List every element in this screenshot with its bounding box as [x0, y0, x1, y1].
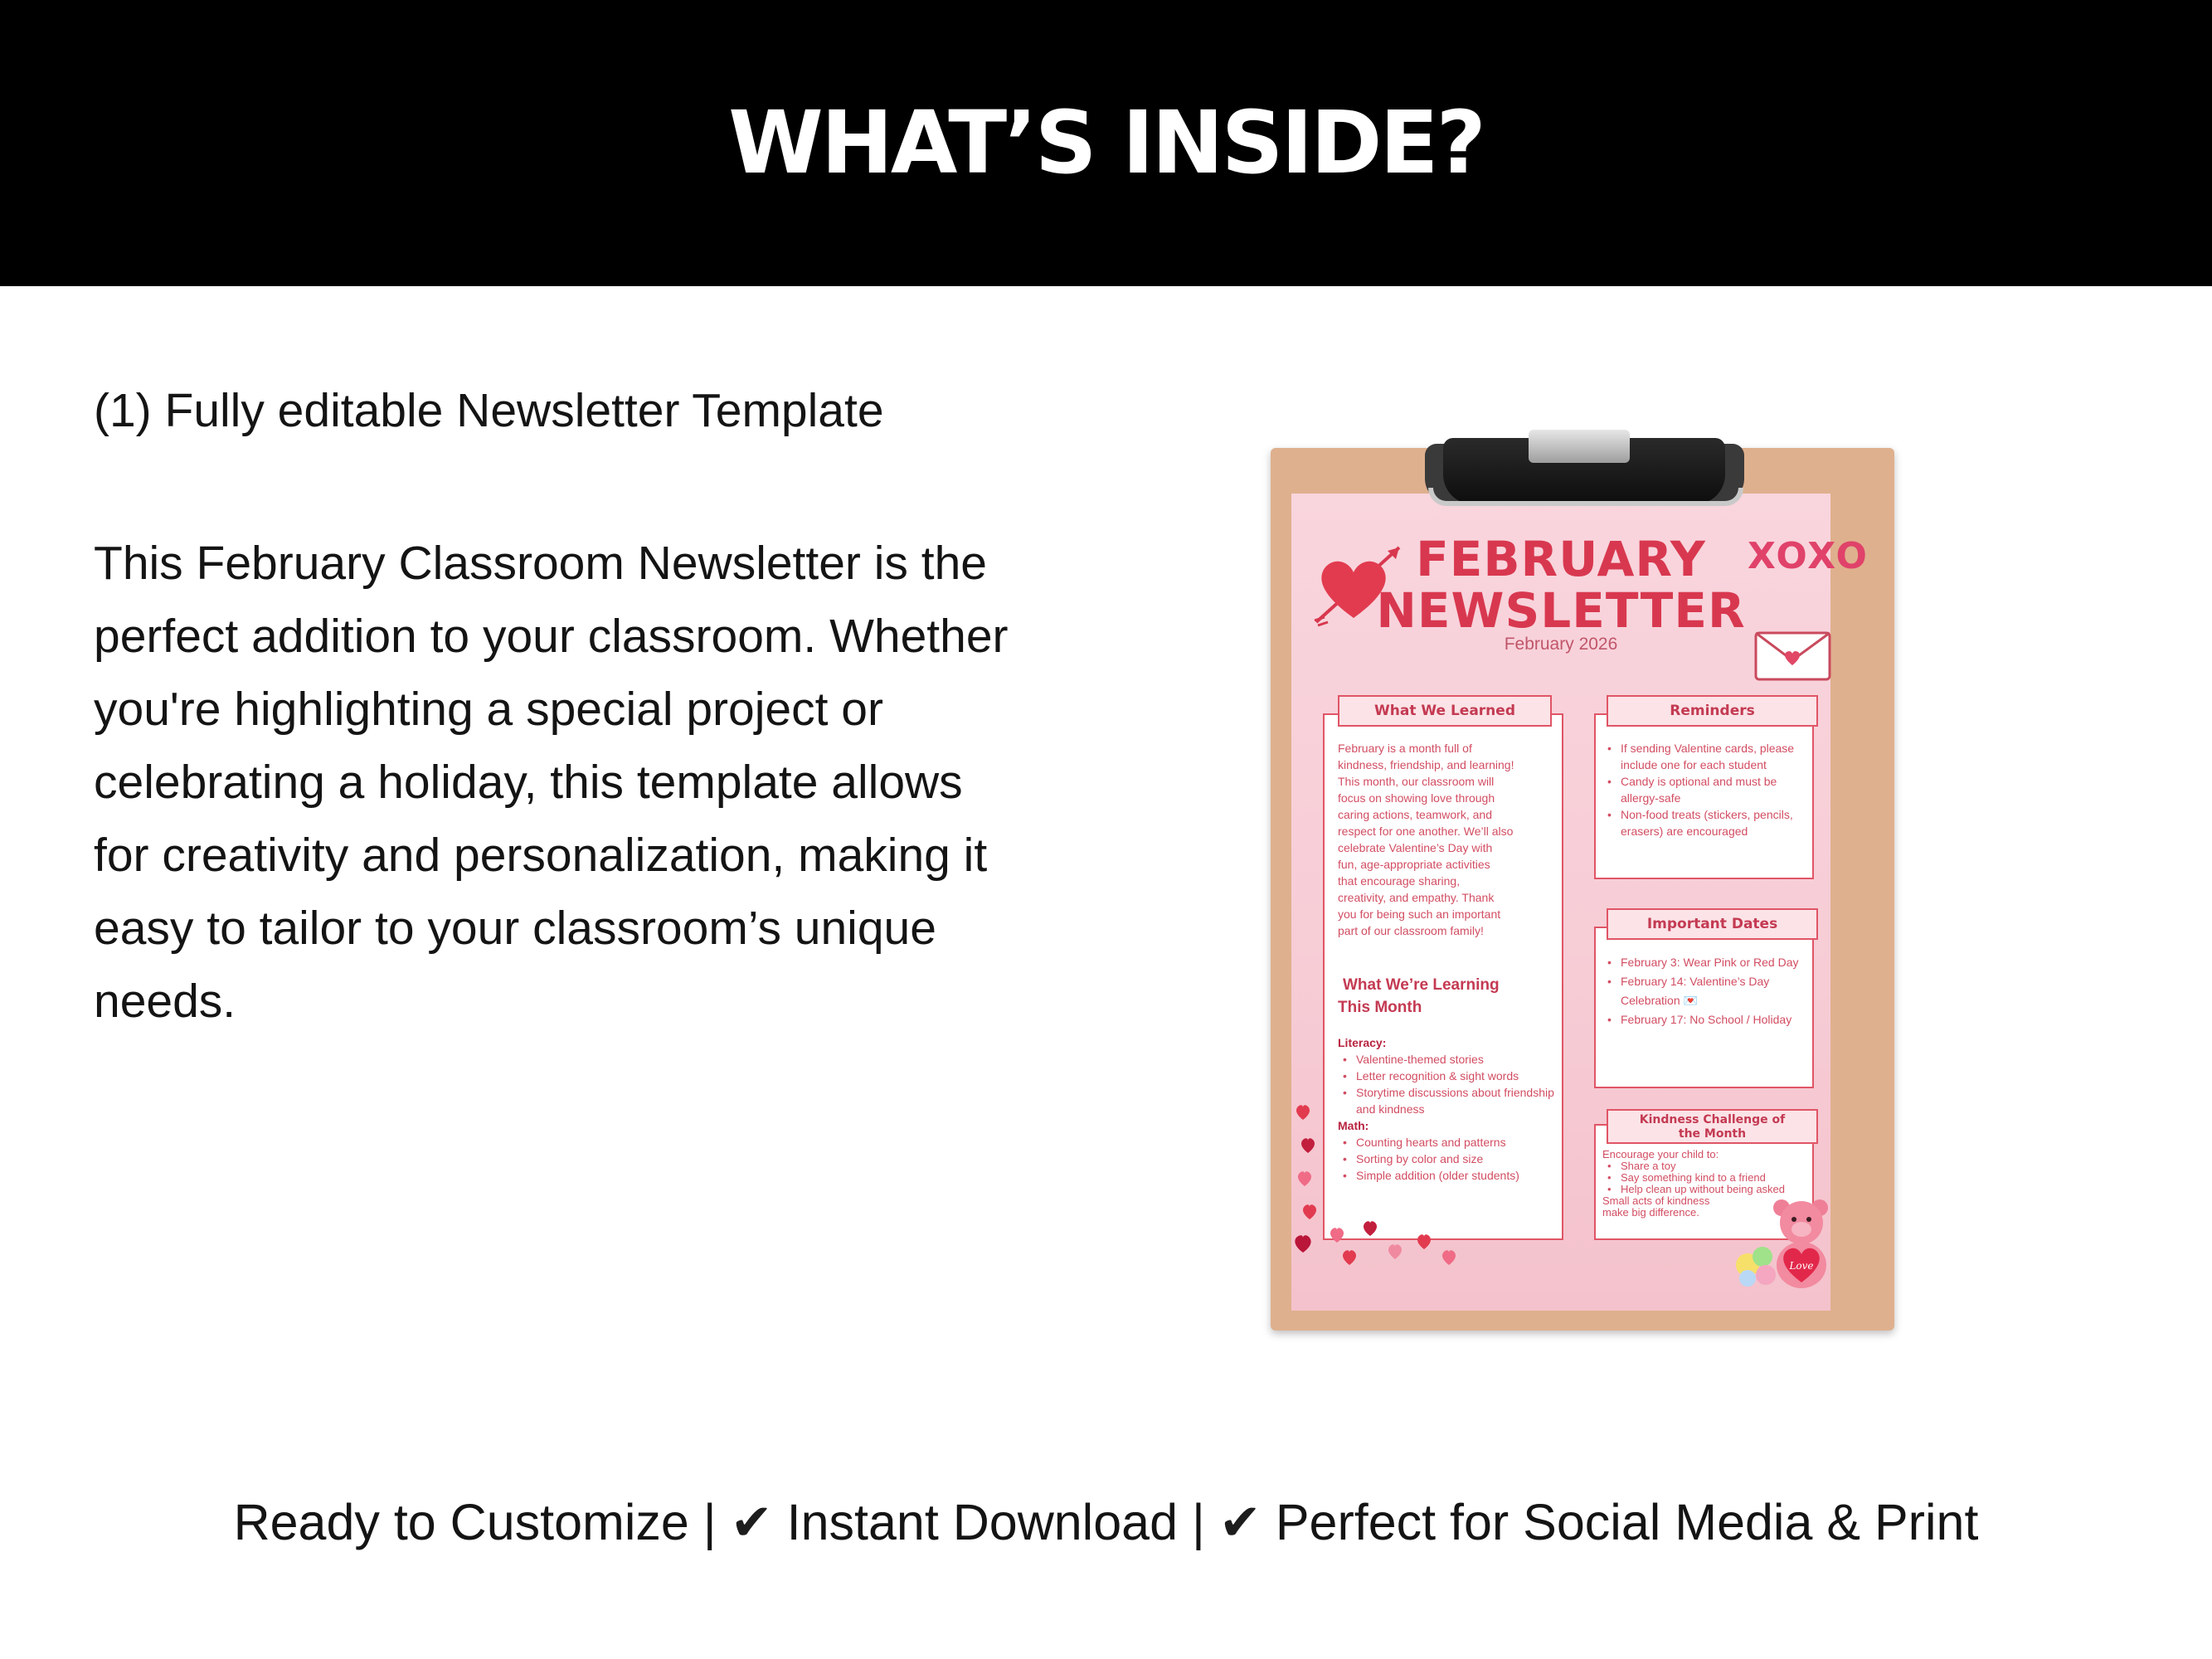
list-item: • Storytime discussions about friendship and kindness [1338, 1084, 1558, 1117]
list-item: • February 14: Valentine’s Day Celebration 💌 [1602, 972, 1810, 1010]
list-item: • Share a toy [1602, 1160, 1810, 1172]
list-item: • Simple addition (older students) [1338, 1167, 1558, 1184]
math-label: Math: [1338, 1119, 1369, 1132]
kindness-intro: Encourage your child to: [1602, 1148, 1719, 1160]
list-item: • Counting hearts and patterns [1338, 1134, 1558, 1151]
candy-hearts-icon [1731, 1240, 1789, 1290]
hearts-decoration [1291, 1095, 1474, 1277]
learned-paragraph [1338, 740, 1558, 939]
dates-box [1594, 927, 1814, 1088]
product-subtitle: (1) Fully editable Newsletter Template [94, 384, 884, 437]
paragraph-line: focus on showing love through [1338, 791, 1495, 805]
reminders-list [1602, 740, 1810, 839]
dates-list [1602, 953, 1810, 1029]
dates-label: Important Dates [1607, 908, 1818, 940]
description-line: easy to tailor to your classroom’s unique [94, 902, 936, 955]
clip-top [1529, 430, 1630, 463]
paragraph-line: creativity, and empathy. Thank [1338, 891, 1495, 904]
list-item: • Say something kind to a friend [1602, 1172, 1810, 1184]
description-line: celebrating a holiday, this template allows [94, 756, 963, 809]
paragraph-line: respect for one another. We’ll also [1338, 825, 1514, 838]
paragraph-line: that encourage sharing, [1338, 874, 1461, 888]
paragraph-line: you for being such an important [1338, 907, 1501, 921]
paragraph-line: fun, age-appropriate activities [1338, 858, 1490, 871]
features-footer [0, 1493, 2212, 1552]
list-item: • Sorting by color and size [1338, 1151, 1558, 1167]
label-line: the Month [1678, 1127, 1747, 1141]
list-item: • Non-food treats (stickers, pencils, erasers) are encouraged [1602, 806, 1810, 839]
page-title: WHAT’S INSIDE? [728, 92, 1484, 193]
feature-social-print: Perfect for Social Media & Print [1275, 1494, 1979, 1550]
list-item: • Help clean up without being asked [1602, 1184, 1810, 1195]
paragraph-line: caring actions, teamwork, and [1338, 808, 1492, 821]
reminders-box [1594, 713, 1814, 879]
list-item: • Valentine-themed stories [1338, 1051, 1558, 1068]
feature-customize: Ready to Customize | [233, 1494, 717, 1550]
description-line: This February Classroom Newsletter is the [94, 537, 987, 590]
clip-ring [1428, 488, 1743, 506]
feature-download: Instant Download | [786, 1494, 1205, 1550]
newsletter-title-line2: NEWSLETTER [1376, 582, 1746, 639]
learned-label: What We Learned [1338, 695, 1552, 727]
list-item: • February 3: Wear Pink or Red Day [1602, 953, 1810, 972]
description-line: for creativity and personalization, making it [94, 829, 988, 882]
reminders-label: Reminders [1607, 695, 1818, 727]
newsletter-title-line1: FEBRUARY [1416, 531, 1706, 587]
product-description [94, 527, 1064, 1038]
check-icon: ✔ [1218, 1493, 1262, 1552]
label-line: Kindness Challenge of [1639, 1113, 1786, 1126]
newsletter-date: February 2026 [1504, 635, 1618, 654]
paragraph-line: celebrate Valentine’s Day with [1338, 841, 1493, 854]
list-item: • Candy is optional and must be allergy-safe [1602, 773, 1810, 806]
description-line: you're highlighting a special project or [94, 683, 883, 736]
envelope-icon [1753, 630, 1832, 682]
xoxo-text: XOXO [1748, 535, 1869, 577]
kindness-label [1607, 1109, 1818, 1144]
newsletter-preview [1291, 494, 1869, 1311]
list-item: • Letter recognition & sight words [1338, 1068, 1558, 1084]
list-item: • If sending Valentine cards, please include one for each student [1602, 740, 1810, 773]
literacy-label: Literacy: [1338, 1036, 1387, 1049]
paragraph-line: This month, our classroom will [1338, 775, 1495, 788]
bear-tag-text: Love [1789, 1260, 1814, 1272]
paragraph-line: part of our classroom family! [1338, 924, 1484, 937]
heading-line: What We’re Learning [1343, 976, 1500, 994]
learning-heading [1338, 974, 1558, 1019]
paragraph-line: February is a month full of [1338, 742, 1472, 755]
check-icon: ✔ [730, 1493, 773, 1552]
list-item: • February 17: No School / Holiday [1602, 1010, 1810, 1029]
description-line: needs. [94, 975, 236, 1028]
description-line: perfect addition to your classroom. Whether [94, 610, 1009, 663]
heading-line: This Month [1338, 999, 1422, 1016]
kindness-outro: Small acts of kindness make big difference. [1602, 1194, 1710, 1219]
paragraph-line: kindness, friendship, and learning! [1338, 758, 1514, 771]
